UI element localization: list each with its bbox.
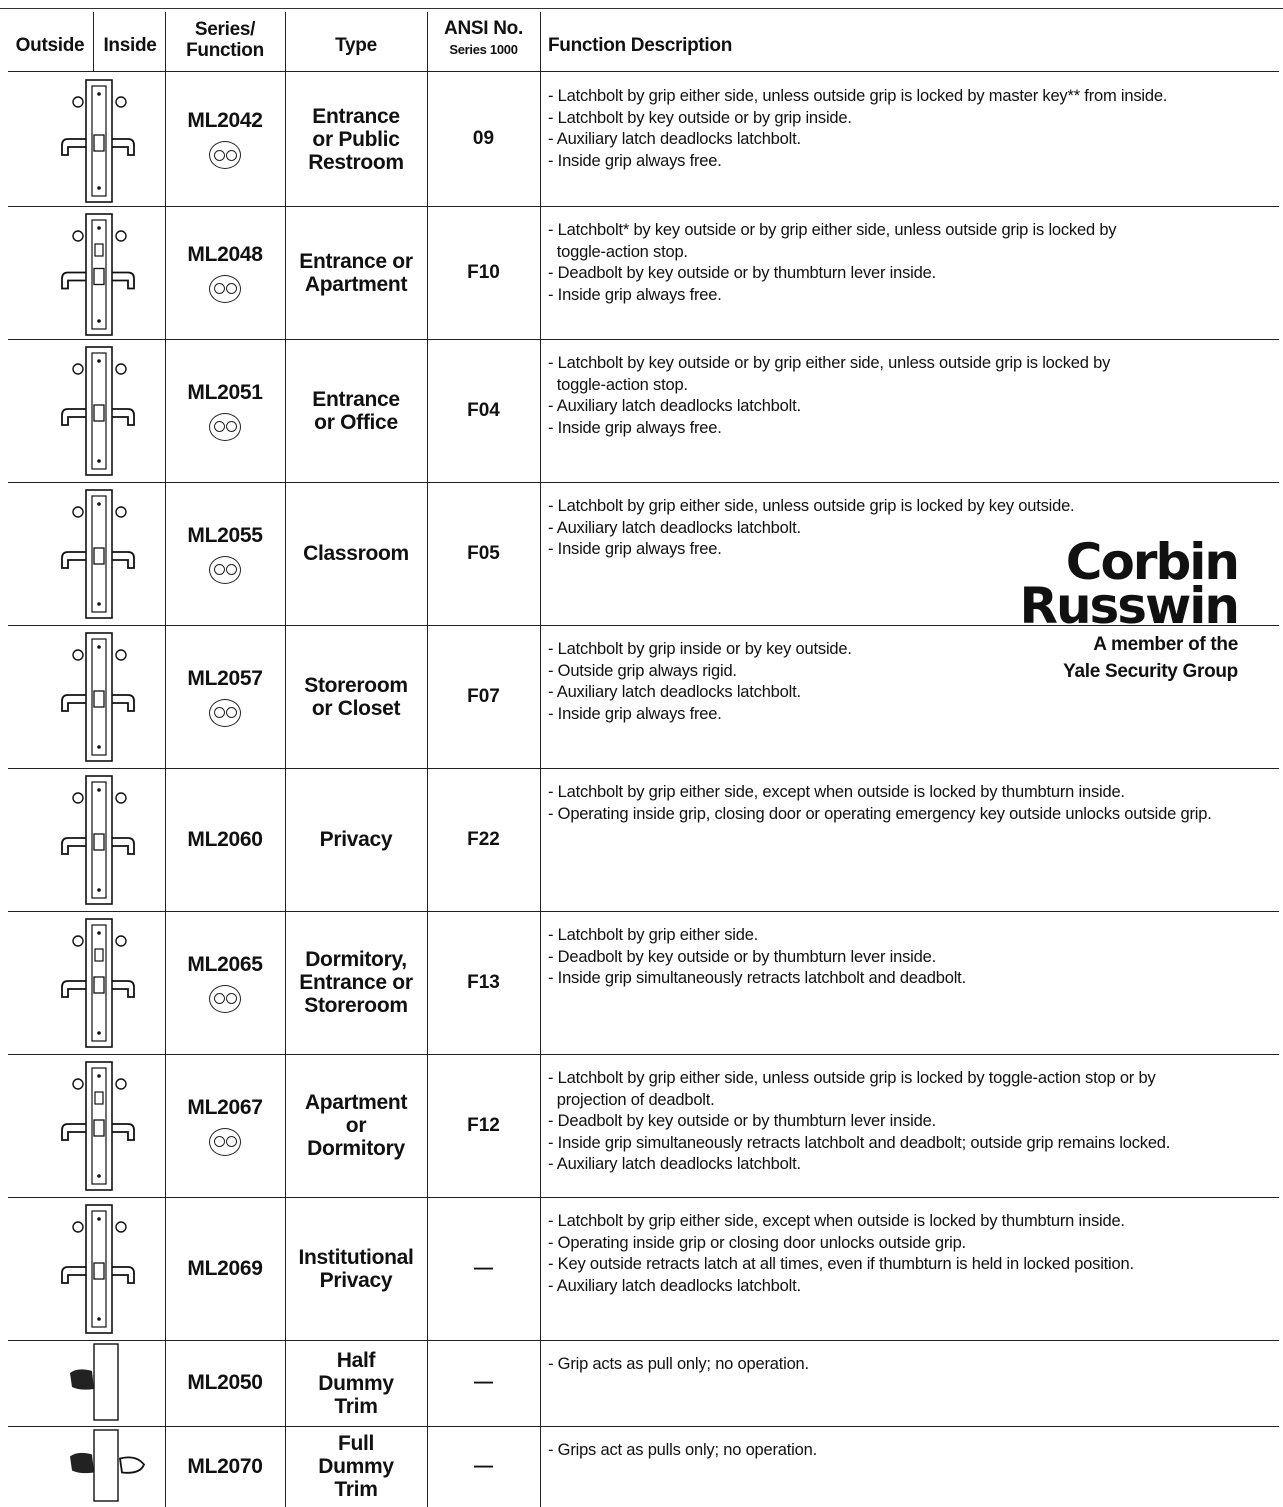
description-line: - Auxiliary latch deadlocks latchbolt.: [548, 683, 801, 701]
description-line: projection of deadbolt.: [548, 1090, 715, 1109]
series-cell: [166, 1340, 284, 1426]
double-lever-lock-icon: [50, 339, 150, 482]
ansi-cell: [428, 1054, 539, 1197]
function-description-cell: [548, 768, 1283, 911]
logo-tagline2: Yale Security Group: [1063, 661, 1238, 682]
description-line: - Inside grip always free.: [548, 704, 722, 723]
description-line: - Grips act as pulls only; no operation.: [548, 1441, 817, 1459]
lock-diagram-cell: [10, 1197, 164, 1340]
full-dummy-lever-icon: [50, 1426, 150, 1507]
description-line: - Inside grip always free.: [548, 418, 722, 437]
series-function-label: ML2042: [187, 109, 263, 132]
table-row: [0, 1197, 1283, 1340]
function-description-cell: [548, 206, 1283, 339]
description-line: - Key outside retracts latch at all times, even if thumbturn is held in locked position.: [548, 1255, 1134, 1273]
logo-tagline1: A member of the: [1093, 634, 1238, 655]
type-cell: [286, 72, 426, 206]
double-cylinder-icon: [209, 1128, 241, 1156]
header-description: Function Description: [548, 34, 733, 56]
double-cylinder-icon: [209, 141, 241, 169]
series-cell: [166, 911, 284, 1054]
double-cylinder-icon: [209, 699, 241, 727]
logo-line2: Russwin: [1019, 577, 1238, 635]
type-label: Classroom: [303, 542, 409, 565]
function-description-cell: [548, 1054, 1283, 1197]
lock-diagram-cell: [10, 206, 164, 339]
header-series-line1: Series/: [194, 19, 256, 40]
description-line: - Operating inside grip, closing door or operating emergency key outside unlocks outside grip.: [548, 804, 1212, 823]
ansi-number: F13: [467, 971, 500, 993]
series-cell: [166, 1197, 284, 1340]
header-series: [166, 16, 284, 64]
double-lever-lock-icon: [50, 625, 150, 768]
series-function-label: ML2067: [187, 1095, 263, 1119]
series-function-label: ML2069: [187, 1256, 263, 1280]
ansi-cell: [428, 911, 539, 1054]
description-line: - Latchbolt by grip either side, unless outside grip is locked by toggle-action stop or by: [548, 1069, 1156, 1087]
description-line: - Latchbolt by grip either side, except when outside is locked by thumbturn inside.: [548, 783, 1125, 801]
description-line: - Auxiliary latch deadlocks latchbolt.: [548, 518, 801, 537]
logo-line1: Corbin: [1065, 533, 1238, 591]
ansi-number: F04: [467, 399, 500, 421]
description-line: - Inside grip simultaneously retracts latchbolt and deadbolt.: [548, 969, 966, 987]
double-lever-privacy-lock-icon: [50, 1197, 150, 1340]
series-function-label: ML2070: [187, 1454, 263, 1478]
description-line: - Inside grip always free.: [548, 151, 722, 170]
header-ansi-line1: ANSI No.: [444, 18, 523, 39]
double-lever-deadbolt-lock-icon: [50, 911, 150, 1054]
series-function-label: ML2060: [187, 827, 263, 851]
lock-diagram-cell: [10, 625, 164, 768]
ansi-cell: [428, 1426, 539, 1507]
type-cell: [286, 1197, 426, 1340]
series-cell: [166, 339, 284, 482]
description-line: - Inside grip simultaneously retracts latchbolt and deadbolt; outside grip remains locked.: [548, 1133, 1171, 1152]
type-label: Entrance or Apartment: [299, 249, 413, 296]
type-label: Dormitory, Entrance or Storeroom: [299, 948, 413, 1017]
series-cell: [166, 1426, 284, 1507]
function-description-cell: [548, 339, 1283, 482]
table-row: [0, 1426, 1283, 1507]
description-line: toggle-action stop.: [548, 242, 688, 261]
ansi-cell: [428, 206, 539, 339]
description-line: - Inside grip always free.: [548, 285, 722, 304]
description-line: toggle-action stop.: [548, 375, 688, 394]
ansi-number: F07: [467, 685, 500, 707]
series-function-label: ML2055: [187, 523, 263, 547]
series-cell: [166, 768, 284, 911]
double-lever-privacy-lock-icon: [50, 768, 150, 911]
table-row: [0, 911, 1283, 1054]
description-line: - Deadbolt by key outside or by thumbturn lever inside.: [548, 1112, 936, 1130]
description-line: - Latchbolt by grip either side, unless outside grip is locked by master key** from inside.: [548, 87, 1168, 105]
header-ansi-line2: Series 1000: [449, 42, 518, 57]
ansi-cell: [428, 339, 539, 482]
ansi-number: —: [474, 1372, 493, 1393]
description-line: - Operating inside grip or closing door unlocks outside grip.: [548, 1233, 966, 1252]
lock-diagram-cell: [10, 482, 164, 625]
top-rule: [0, 8, 1283, 9]
function-description-cell: [548, 1197, 1283, 1340]
ansi-cell: [428, 1340, 539, 1426]
function-description-cell: [548, 911, 1283, 1054]
ansi-cell: [428, 1197, 539, 1340]
lock-diagram-cell: [10, 1340, 164, 1426]
description-line: - Auxiliary latch deadlocks latchbolt.: [548, 130, 801, 148]
series-function-label: ML2065: [187, 952, 263, 976]
ansi-number: F22: [467, 828, 500, 850]
series-cell: [166, 206, 284, 339]
lock-diagram-cell: [10, 72, 164, 206]
type-cell: [286, 1340, 426, 1426]
lock-diagram-cell: [10, 339, 164, 482]
type-cell: [286, 911, 426, 1054]
type-label: Entrance or Office: [312, 387, 400, 434]
ansi-number: F12: [467, 1114, 500, 1136]
description-line: - Auxiliary latch deadlocks latchbolt.: [548, 1155, 801, 1173]
type-cell: [286, 339, 426, 482]
description-line: - Latchbolt by key outside or by grip inside.: [548, 108, 852, 127]
description-line: - Deadbolt by key outside or by thumbturn lever inside.: [548, 947, 936, 966]
type-label: Full Dummy Trim: [318, 1432, 394, 1501]
description-line: - Latchbolt by grip either side, unless outside grip is locked by key outside.: [548, 497, 1075, 515]
lock-diagram-cell: [10, 768, 164, 911]
type-label: Privacy: [319, 828, 393, 851]
half-dummy-lever-icon: [50, 1340, 150, 1426]
ansi-number: —: [474, 1455, 493, 1477]
table-row: [0, 72, 1283, 206]
table-row: [0, 1340, 1283, 1426]
header-outside: Outside: [15, 34, 85, 56]
double-lever-deadbolt-lock-icon: [50, 1054, 150, 1197]
ansi-cell: [428, 625, 539, 768]
series-cell: [166, 1054, 284, 1197]
type-label: Institutional Privacy: [298, 1245, 414, 1292]
function-description-cell: [548, 1426, 1283, 1507]
lock-diagram-cell: [10, 1426, 164, 1507]
table-row: [0, 1054, 1283, 1197]
lock-diagram-cell: [10, 1054, 164, 1197]
header-type: Type: [335, 34, 377, 56]
description-line: - Latchbolt* by key outside or by grip either side, unless outside grip is locked by: [548, 221, 1117, 239]
ansi-cell: [428, 482, 539, 625]
double-cylinder-icon: [209, 413, 241, 441]
description-line: - Latchbolt by key outside or by grip either side, unless outside grip is locked by: [548, 354, 1111, 372]
double-cylinder-icon: [209, 985, 241, 1013]
ansi-cell: [428, 768, 539, 911]
ansi-number: F05: [467, 542, 500, 564]
header-series-line2: Function: [186, 40, 264, 61]
description-line: - Latchbolt by grip either side, except when outside is locked by thumbturn inside.: [548, 1212, 1125, 1230]
table-row: [0, 206, 1283, 339]
type-label: Half Dummy Trim: [318, 1348, 394, 1418]
description-line: - Outside grip always rigid.: [548, 661, 737, 680]
series-function-label: ML2051: [187, 380, 263, 404]
corbin-russwin-logo: [1010, 533, 1238, 682]
description-line: - Latchbolt by grip inside or by key outside.: [548, 640, 852, 658]
type-cell: [286, 768, 426, 911]
description-line: - Auxiliary latch deadlocks latchbolt.: [548, 1276, 801, 1295]
series-cell: [166, 625, 284, 768]
series-function-label: ML2050: [187, 1371, 263, 1394]
type-label: Storeroom or Closet: [304, 673, 408, 720]
description-line: - Deadbolt by key outside or by thumbturn lever inside.: [548, 264, 936, 282]
double-cylinder-icon: [209, 556, 241, 584]
type-cell: [286, 1426, 426, 1507]
header-inside: Inside: [103, 34, 157, 56]
ansi-cell: [428, 72, 539, 206]
series-function-label: ML2048: [187, 242, 263, 266]
type-cell: [286, 482, 426, 625]
function-description-cell: [548, 72, 1283, 206]
table-row: [0, 339, 1283, 482]
series-function-label: ML2057: [187, 666, 263, 690]
description-line: - Latchbolt by grip either side.: [548, 926, 759, 944]
type-label: Entrance or Public Restroom: [308, 104, 404, 174]
series-cell: [166, 72, 284, 206]
ansi-number: 09: [472, 128, 495, 149]
description-line: - Grip acts as pull only; no operation.: [548, 1355, 809, 1373]
series-cell: [166, 482, 284, 625]
double-cylinder-icon: [209, 275, 241, 303]
type-cell: [286, 1054, 426, 1197]
description-line: - Auxiliary latch deadlocks latchbolt.: [548, 397, 801, 415]
type-label: Apartment or Dormitory: [304, 1091, 408, 1160]
double-lever-lock-icon: [50, 482, 150, 625]
outside-inside-divider: [93, 12, 94, 72]
ansi-number: F10: [467, 261, 500, 283]
double-lever-lock-icon: [50, 72, 150, 206]
double-lever-deadbolt-lock-icon: [50, 206, 150, 339]
table-row: [0, 768, 1283, 911]
ansi-number: —: [474, 1257, 493, 1279]
lock-diagram-cell: [10, 911, 164, 1054]
header-ansi: [428, 14, 539, 64]
type-cell: [286, 625, 426, 768]
type-cell: [286, 206, 426, 339]
description-line: - Inside grip always free.: [548, 540, 722, 558]
function-description-cell: [548, 1340, 1283, 1426]
